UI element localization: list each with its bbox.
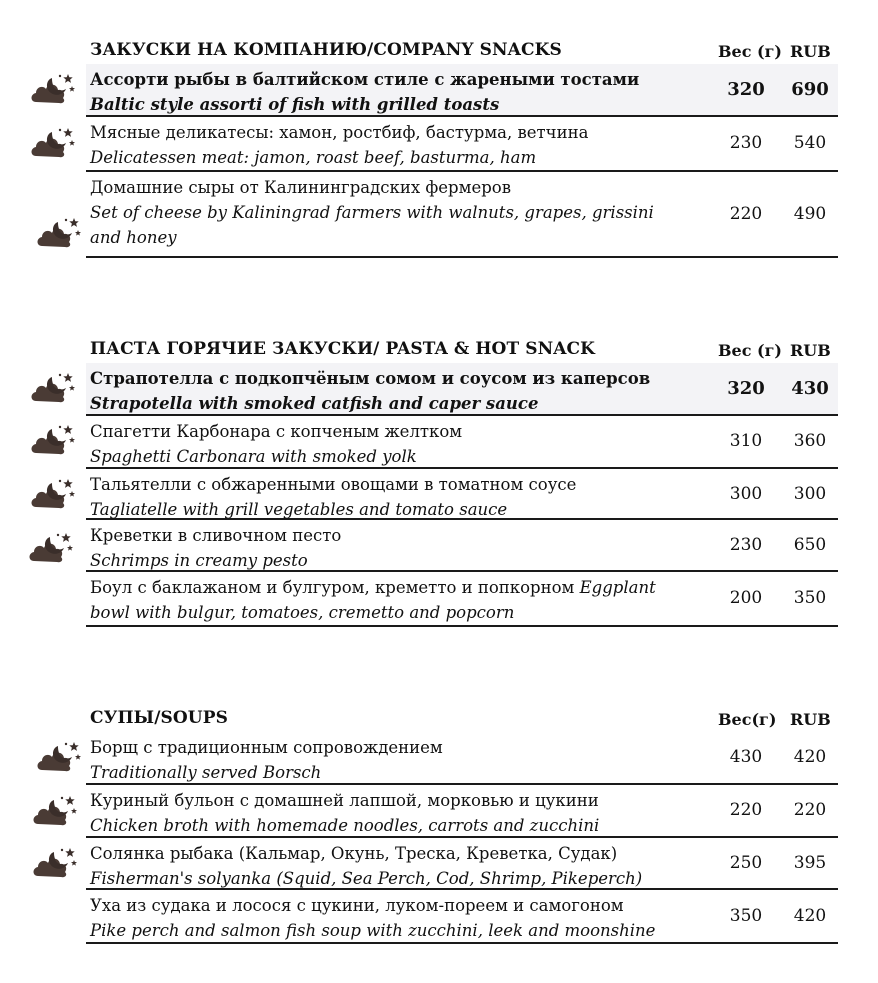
night-moon-cloud-icon (26, 529, 76, 567)
night-moon-cloud-icon (28, 124, 78, 162)
night-moon-cloud-icon (28, 475, 78, 513)
section-company-snacks (0, 38, 878, 247)
item-names (90, 893, 690, 943)
price-column-header: RUB (790, 42, 831, 61)
item-weight: 220 (729, 204, 763, 224)
item-names (90, 120, 690, 170)
item-price: 395 (793, 853, 827, 873)
item-name-ru: Уха из судака и лосося с цукини, луком-пореем и самогоном (90, 896, 624, 915)
item-price: 690 (791, 79, 829, 100)
menu-item-row (86, 572, 838, 627)
item-names (90, 841, 690, 891)
item-names (90, 366, 690, 416)
item-weight: 320 (727, 378, 765, 399)
menu-item-row (86, 838, 838, 890)
item-weight: 200 (729, 588, 763, 608)
item-name-en: Eggplant bowl with bulgur, tomatoes, cremetto and popcorn (90, 578, 656, 622)
item-name-ru: Спагетти Карбонара с копченым желтком (90, 422, 463, 441)
item-names (90, 419, 690, 469)
item-name-en: Pike perch and salmon fish soup with zucchini, leek and moonshine (90, 921, 656, 940)
night-moon-cloud-icon (30, 792, 80, 830)
section-pasta-hot-snack (0, 337, 878, 622)
item-weight: 250 (729, 853, 763, 873)
item-price: 220 (793, 800, 827, 820)
section-title: СУПЫ/SOUPS (90, 708, 228, 728)
weight-column-header: Вес (г) (718, 341, 782, 360)
price-column-header: RUB (790, 341, 831, 360)
item-names (90, 523, 690, 573)
item-price: 360 (793, 431, 827, 451)
item-name-ru: Страпотелла с подкопчёным сомом и соусом из каперсов (90, 369, 651, 388)
item-names (90, 788, 690, 838)
item-name-ru: Тальятелли с обжаренными овощами в томатном соусе (90, 475, 577, 494)
item-weight: 320 (727, 79, 765, 100)
item-price: 350 (793, 588, 827, 608)
menu-item-row (86, 416, 838, 469)
item-price: 420 (793, 747, 827, 767)
item-weight: 220 (729, 800, 763, 820)
item-names (90, 175, 690, 250)
item-weight: 300 (729, 484, 763, 504)
item-names (90, 67, 690, 117)
item-name-en: Delicatessen meat: jamon, roast beef, basturma, ham (90, 148, 537, 167)
item-name-ru: Ассорти рыбы в балтийском стиле с жареными тостами (90, 70, 640, 89)
item-names (90, 575, 690, 625)
item-name-en: Tagliatelle with grill vegetables and tomato sauce (90, 500, 508, 519)
section-header (0, 337, 878, 363)
price-column-header: RUB (790, 710, 831, 729)
menu-item-row (86, 64, 838, 117)
menu-item-row (86, 172, 838, 258)
item-weight: 310 (729, 431, 763, 451)
item-name-ru: Домашние сыры от Калининградских фермеров (90, 178, 511, 197)
menu-item-row (86, 890, 838, 944)
item-weight: 430 (729, 747, 763, 767)
item-name-ru: Солянка рыбака (Кальмар, Окунь, Треска, Креветка, Судак) (90, 844, 618, 863)
item-names (90, 735, 690, 785)
item-name-en: Spaghetti Carbonara with smoked yolk (90, 447, 417, 466)
menu-item-row (86, 732, 838, 785)
item-name-en: Fisherman's solyanka (Squid, Sea Perch, Cod, Shrimp, Pikeperch) (90, 869, 643, 888)
menu-item-row (86, 469, 838, 520)
item-price: 300 (793, 484, 827, 504)
item-weight: 230 (729, 535, 763, 555)
item-weight: 230 (729, 133, 763, 153)
section-header (0, 38, 878, 64)
section-title: ЗАКУСКИ НА КОМПАНИЮ/COMPANY SNACKS (90, 40, 562, 60)
menu-item-row (86, 363, 838, 416)
item-name-ru: Боул с баклажаном и булгуром, креметто и попкорном (90, 578, 580, 597)
section-header (0, 706, 878, 732)
item-price: 650 (793, 535, 827, 555)
item-name-en: Set of cheese by Kaliningrad farmers with walnuts, grapes, grissini and honey (90, 203, 654, 247)
item-weight: 350 (729, 906, 763, 926)
item-name-en: Baltic style assorti of fish with grilled toasts (90, 95, 500, 114)
item-name-ru: Креветки в сливочном песто (90, 526, 342, 545)
section-soups (0, 706, 878, 940)
menu-item-row (86, 520, 838, 572)
menu-item-row (86, 117, 838, 172)
item-name-en: Chicken broth with homemade noodles, carrots and zucchini (90, 816, 600, 835)
item-price: 540 (793, 133, 827, 153)
item-name-ru: Куриный бульон с домашней лапшой, морковью и цукини (90, 791, 599, 810)
section-title: ПАСТА ГОРЯЧИЕ ЗАКУСКИ/ PASTA & HOT SNACK (90, 339, 596, 359)
item-price: 490 (793, 204, 827, 224)
item-name-en: Schrimps in creamy pesto (90, 551, 308, 570)
weight-column-header: Вес (г) (718, 42, 782, 61)
night-moon-cloud-icon (34, 738, 84, 776)
item-name-en: Strapotella with smoked catfish and caper sauce (90, 394, 539, 413)
item-names (90, 472, 690, 522)
night-moon-cloud-icon (28, 369, 78, 407)
menu-item-row (86, 785, 838, 838)
item-name-ru: Мясные деликатесы: хамон, ростбиф, бастурма, ветчина (90, 123, 589, 142)
weight-column-header: Вес(г) (718, 710, 777, 729)
item-price: 420 (793, 906, 827, 926)
night-moon-cloud-icon (28, 70, 78, 108)
night-moon-cloud-icon (34, 214, 84, 252)
night-moon-cloud-icon (30, 844, 80, 882)
item-name-en: Traditionally served Borsch (90, 763, 322, 782)
item-price: 430 (791, 378, 829, 399)
item-name-ru: Борщ с традиционным сопровождением (90, 738, 443, 757)
night-moon-cloud-icon (28, 421, 78, 459)
